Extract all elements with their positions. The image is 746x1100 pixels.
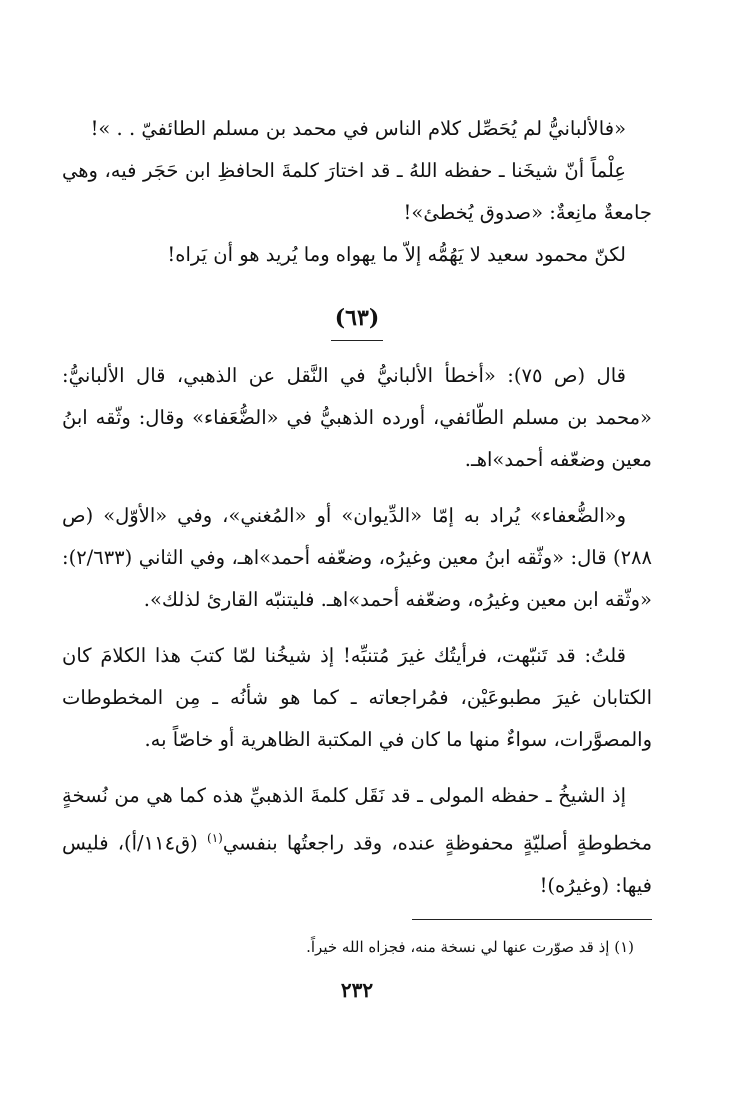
footnote-text: (١) إذ قد صوّرت عنها لي نسخة منه، فجزاه الله خيراً. (306, 937, 634, 956)
page-number: ٢٣٢ (340, 977, 374, 1002)
footnote-divider (412, 919, 652, 920)
section-number-heading (62, 298, 652, 341)
paragraph-objection: قال (ص ٧٥): «أخطأ الألبانيُّ في النَّقل عن الذهبي، قال الألبانيُّ: «محمد بن مسلم الطّائفي، أورده الذهبيُّ في «الضُّعَفاء» وقال: وثّقه ابنُ معين وضعّفه أحمد»اهـ. (62, 364, 652, 471)
paragraph-manuscript (62, 775, 652, 907)
footnote-marker: (١) (207, 831, 223, 845)
manuscript-text-after-note: (ق١١٤/أ)، فليس فيها: (وغيرُه)! (62, 831, 652, 897)
manuscript-text-before-note: إذ الشيخُ ـ حفظه المولى ـ قد نَقَل كلمةَ الذهبيِّ هذه كما هي من نُسخةٍ مخطوطةٍ أصليّةٍ محفوظةٍ عنده، وقد راجعتُها بنفسي (62, 784, 653, 855)
paragraph-hajar-verdict: عِلْماً أنّ شيخَنا ـ حفظه اللهُ ـ قد اختارَ كلمةَ الحافظِ ابن حَجَر فيه، وهي جامعةٌ مانِعةٌ: «صدوق يُخطئ»! (62, 159, 652, 224)
book-page (62, 108, 652, 1002)
paragraph-response: قلتُ: قد تَنبّهت، فرأيتُك غيرَ مُتنبِّه! إذ شيخُنا لمّا كتبَ هذا الكلامَ كان الكتابان غيرَ مطبوعَيْن، فمُراجعاته ـ كما هو شأنُه ـ مِن المخطوطات والمصوَّرات، سواءٌ منها ما كان في المكتبة الظاهرية أو خاصّاً به. (62, 644, 652, 751)
paragraph-quote-albani: «فالألبانيُّ لم يُحَصِّل كلام الناس في محمد بن مسلم الطائفيّ . . »! (90, 117, 626, 140)
paragraph-duafa-reference: و«الضُّعفاء» يُراد به إمّا «الدِّيوان» أو «المُغني»، وفي «الأوّل» (ص ٢٨٨) قال: «وثّقه ابنُ معين وغيرُه، وضعّفه أحمد»اهـ، وفي الثاني (٢/٦٣٣): «وثّقه ابن معين وغيرُه، وضعّفه أحمد»اهـ. فليتنبّه القارئ لذلك». (62, 504, 652, 611)
paragraph-mahmoud-saeed: لكنّ محمود سعيد لا يَهُمُّه إلاّ ما يهواه وما يُريد هو أن يَراه! (167, 243, 626, 266)
section-number-text: (٦٣) (331, 298, 383, 341)
